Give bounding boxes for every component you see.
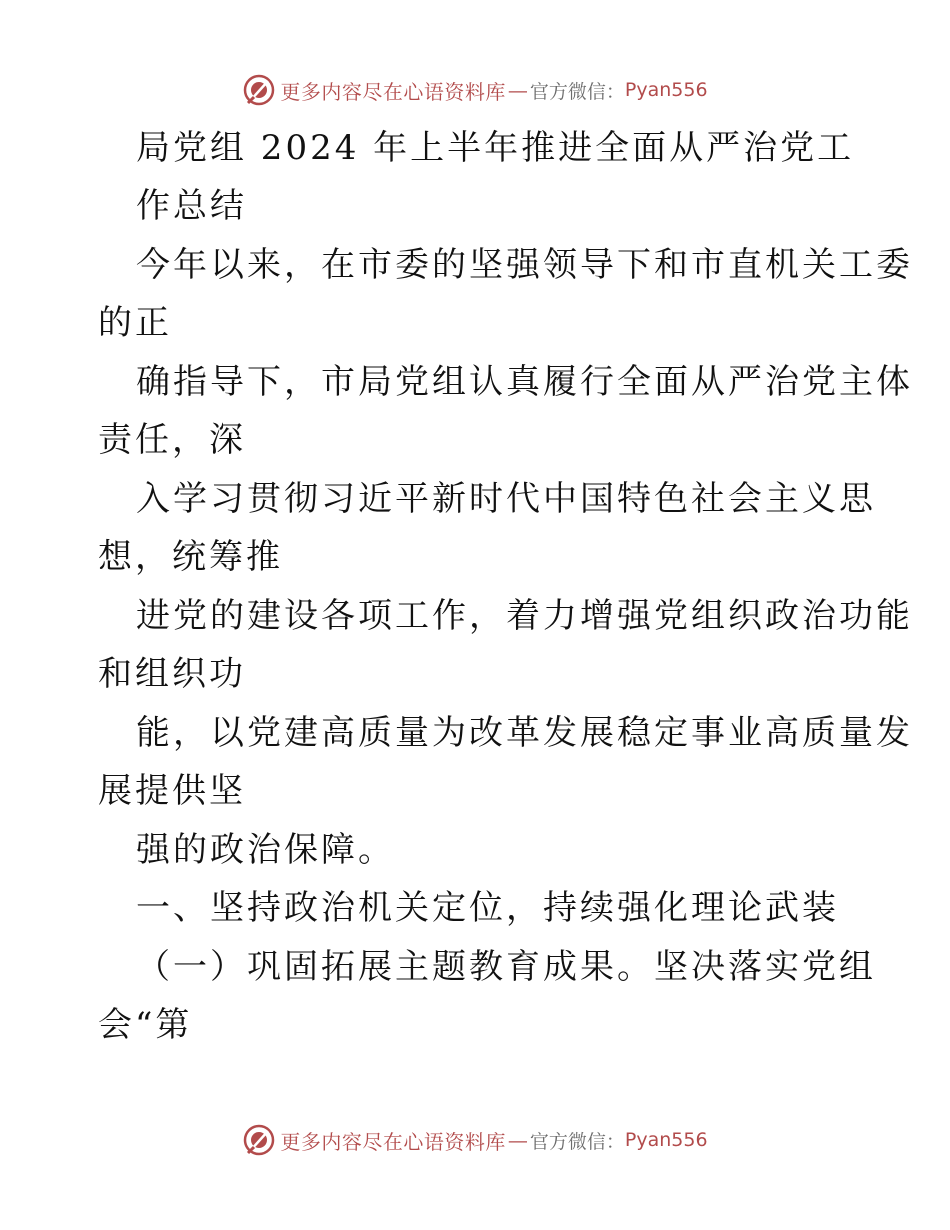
watermark-footer: [0, 1120, 950, 1160]
doc-text-line: 确指导下，市局党组认真履行全面从严治党主体: [136, 362, 913, 402]
doc-text-line: 和组织功: [98, 654, 246, 694]
doc-text-line: 展提供坚: [98, 771, 246, 811]
watermark-official: 官方微信：: [529, 80, 625, 103]
doc-text-line: 入学习贯彻习近平新时代中国特色社会主义思: [136, 479, 876, 519]
watermark-handle: Pyan556: [624, 79, 708, 101]
doc-text-line: 想，统筹推: [98, 537, 283, 577]
watermark-separator: —: [507, 1128, 528, 1152]
watermark-separator: —: [507, 78, 528, 102]
doc-text-line: 会“第: [98, 1005, 193, 1045]
doc-text-line: 能，以党建高质量为改革发展稳定事业高质量发: [136, 713, 913, 753]
watermark-header: [0, 70, 950, 110]
watermark-brand: 更多内容尽在心语资料库: [280, 79, 506, 104]
pen-seal-icon: [242, 1123, 276, 1157]
doc-title-line-2: 作总结: [136, 186, 247, 226]
doc-text-line: 的正: [98, 303, 172, 343]
pen-seal-icon: [242, 73, 276, 107]
watermark-official: 官方微信：: [529, 1130, 625, 1153]
doc-text-line: 进党的建设各项工作，着力增强党组织政治功能: [136, 596, 913, 636]
doc-text-line: 强的政治保障。: [136, 830, 395, 870]
doc-text-line: 今年以来，在市委的坚强领导下和市直机关工委: [136, 245, 913, 285]
doc-section-heading: 一、坚持政治机关定位，持续强化理论武装: [136, 888, 839, 928]
doc-text-line: 责任，深: [98, 420, 246, 460]
doc-title-line-1: 局党组 2024 年上半年推进全面从严治党工: [136, 128, 855, 168]
watermark-brand: 更多内容尽在心语资料库: [280, 1129, 506, 1154]
watermark-handle: Pyan556: [624, 1129, 708, 1151]
doc-subsection-heading: （一）巩固拓展主题教育成果。坚决落实党组: [136, 947, 876, 987]
